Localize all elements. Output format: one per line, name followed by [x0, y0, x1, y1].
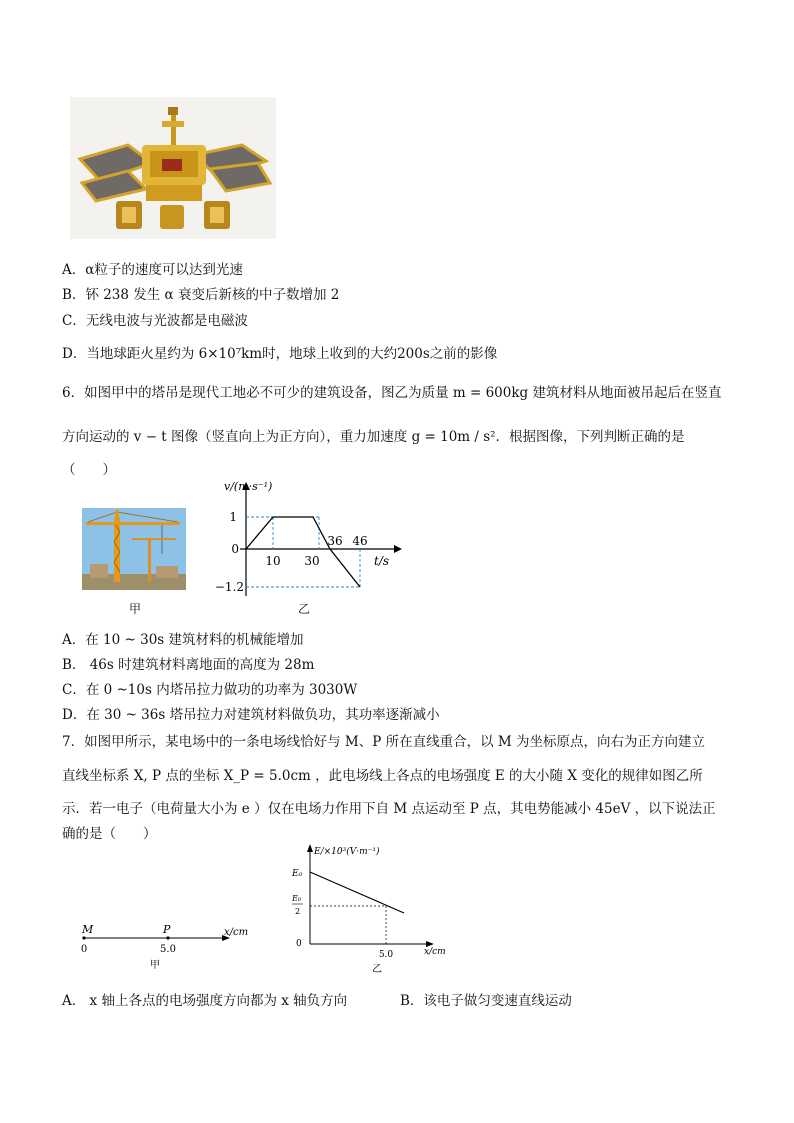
q7-fig-b-x-tick: 5.0 — [378, 950, 394, 960]
q7-stem-line-3: 示．若一电子（电荷量大小为 e ）仅在电场力作用下自 M 点运动至 P 点，其电势能减小 45eV ，以下说法正 — [62, 801, 716, 817]
q7-fig-a-caption: 甲 — [150, 960, 160, 971]
q6-option-d: D．在 30 ~ 36s 塔吊拉力对建筑材料做负功，其功率逐渐减小 — [62, 707, 440, 723]
q7-fig-a-tick-0: 0 — [80, 944, 88, 955]
q6-stem-line-1: 6．如图甲中的塔吊是现代工地必不可少的建筑设备，图乙为质量 m = 600kg 建筑材料从地面被吊起后在竖直 — [62, 385, 722, 401]
q6-vt-tick-30: 30 — [304, 554, 320, 568]
q7-fig-b-half-num: E₀ — [292, 894, 302, 903]
q7-fig-a-label-p: P — [163, 923, 171, 936]
q7-fig-a-tick-5: 5.0 — [160, 944, 176, 955]
tower-crane-photo — [82, 508, 186, 590]
q5-option-b: B．钚 238 发生 α 衰变后新核的中子数增加 2 — [62, 287, 340, 303]
q7-fig-b-zero: 0 — [296, 939, 302, 949]
q6-vt-tick-neg: −1.2 — [216, 580, 244, 594]
rover-photo — [70, 97, 276, 239]
q6-option-c: C．在 0 ~10s 内塔吊拉力做功的功率为 3030W — [62, 682, 358, 698]
q6-vt-graph — [216, 480, 406, 598]
q7-fig-b-x-axis: x/cm — [424, 947, 446, 957]
q5-option-a: A．α粒子的速度可以达到光速 — [62, 262, 243, 278]
q6-figure-a-caption: 甲 — [129, 602, 142, 616]
q6-option-b: B． 46s 时建筑材料离地面的高度为 28m — [62, 657, 315, 673]
q6-figure-b-caption: 乙 — [298, 602, 311, 616]
q6-vt-tick-46: 46 — [352, 534, 368, 548]
q6-vt-tick-1: 1 — [229, 510, 237, 524]
q6-vt-y-label: v/(m·s⁻¹) — [224, 480, 273, 493]
q7-stem-line-2: 直线坐标系 X, P 点的坐标 X_P = 5.0cm ，此电场线上各点的电场强度 E 的大小随 X 变化的规律如图乙所 — [62, 768, 703, 784]
q7-option-a: A． x 轴上各点的电场强度方向都为 x 轴负方向 — [62, 993, 348, 1009]
q6-stem-line-3: （ ） — [62, 462, 116, 478]
q6-vt-tick-10: 10 — [265, 554, 281, 568]
q6-stem-line-2: 方向运动的 v − t 图像（竖直向上为正方向），重力加速度 g = 10m / s²．根据图像，下列判断正确的是 — [62, 429, 685, 445]
q7-fig-b-y-label: E/×10³(V·m⁻¹) — [314, 847, 380, 857]
q7-fig-b-caption: 乙 — [372, 964, 382, 975]
q7-figure-a — [78, 920, 258, 972]
q7-fig-b-e0: E₀ — [292, 869, 303, 879]
q7-stem-line-4: 确的是（ ） — [62, 826, 157, 842]
q7-option-b: B．该电子做匀变速直线运动 — [400, 993, 572, 1009]
q7-stem-line-1: 7．如图甲所示，某电场中的一条电场线恰好与 M、P 所在直线重合，以 M 为坐标原点，向右为正方向建立 — [62, 734, 705, 750]
q6-vt-tick-0: 0 — [231, 542, 239, 556]
q7-figure-b — [282, 842, 452, 976]
q5-option-c: C．无线电波与光波都是电磁波 — [62, 313, 248, 329]
q5-option-d: D．当地球距火星约为 6×10⁷km时，地球上收到的大约200s之前的影像 — [62, 346, 498, 362]
q6-vt-x-label: t/s — [374, 554, 390, 568]
q6-option-a: A．在 10 ~ 30s 建筑材料的机械能增加 — [62, 632, 304, 648]
q7-fig-b-half-den: 2 — [295, 907, 301, 916]
q7-fig-a-label-m: M — [82, 923, 94, 936]
q7-fig-a-axis: x/cm — [224, 927, 249, 938]
q6-vt-tick-36: 36 — [327, 534, 343, 548]
